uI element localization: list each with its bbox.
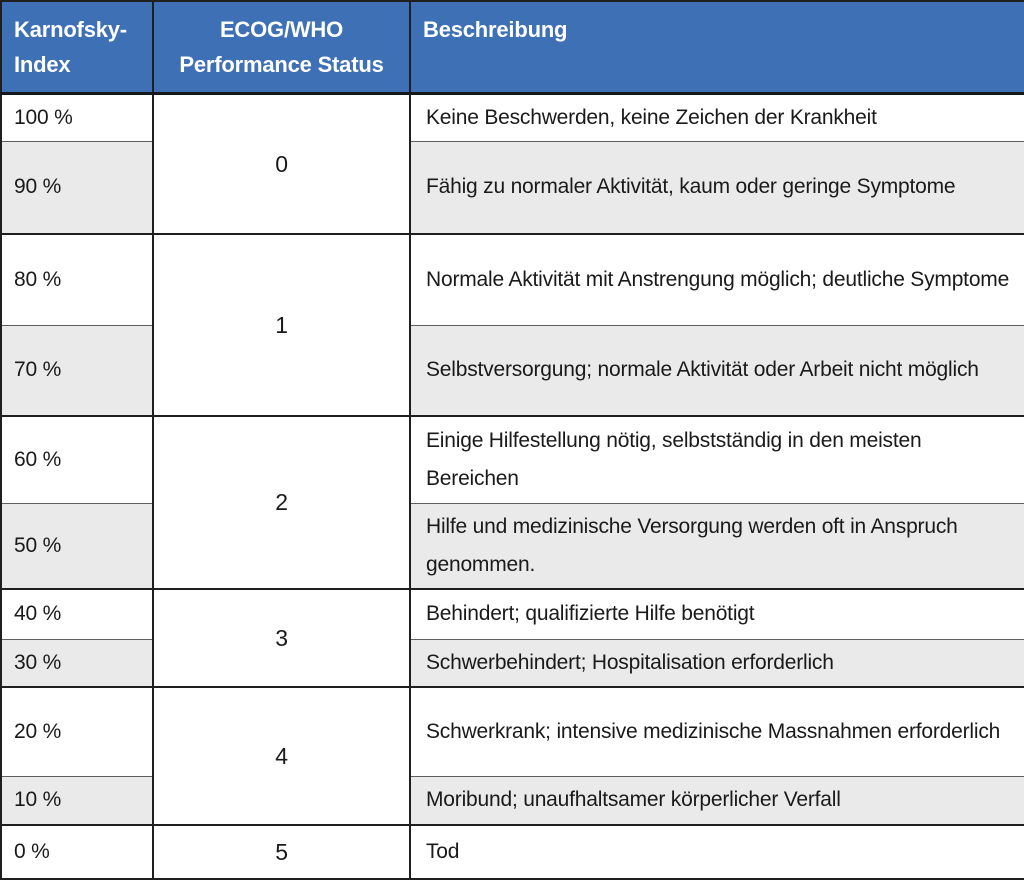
karnofsky-value: 0 % (1, 825, 153, 879)
ecog-value: 3 (153, 589, 410, 687)
description-value: Keine Beschwerden, keine Zeichen der Krankheit (410, 94, 1024, 142)
karnofsky-value: 40 % (1, 589, 153, 639)
table-row (1, 234, 1024, 326)
description-value: Moribund; unaufhaltsamer körperlicher Verfall (410, 777, 1024, 825)
table-header (1, 1, 1024, 94)
karnofsky-value: 90 % (1, 142, 153, 234)
description-value: Hilfe und medizinische Versorgung werden oft in Anspruch genommen. (410, 504, 1024, 590)
table-row (1, 589, 1024, 639)
header-row (1, 1, 1024, 94)
table-body (1, 94, 1024, 879)
ecog-value: 0 (153, 94, 410, 234)
description-value: Selbstversorgung; normale Aktivität oder Arbeit nicht möglich (410, 326, 1024, 416)
table-row (1, 416, 1024, 504)
karnofsky-value: 100 % (1, 94, 153, 142)
ecog-value: 2 (153, 416, 410, 590)
karnofsky-value: 30 % (1, 639, 153, 687)
karnofsky-value: 20 % (1, 687, 153, 777)
ecog-value: 4 (153, 687, 410, 825)
description-value: Schwerbehindert; Hospitalisation erforderlich (410, 639, 1024, 687)
table-row (1, 825, 1024, 879)
header-beschreibung: Beschreibung (410, 1, 1024, 94)
karnofsky-value: 50 % (1, 504, 153, 590)
header-ecog-who-performance-status: ECOG/WHO Performance Status (153, 1, 410, 94)
header-karnofsky-index: Karnofsky-Index (1, 1, 153, 94)
karnofsky-value: 70 % (1, 326, 153, 416)
description-value: Fähig zu normaler Aktivität, kaum oder geringe Symptome (410, 142, 1024, 234)
description-value: Einige Hilfestellung nötig, selbstständig in den meisten Bereichen (410, 416, 1024, 504)
description-value: Normale Aktivität mit Anstrengung möglich; deutliche Symptome (410, 234, 1024, 326)
ecog-value: 1 (153, 234, 410, 416)
description-value: Behindert; qualifizierte Hilfe benötigt (410, 589, 1024, 639)
karnofsky-value: 10 % (1, 777, 153, 825)
table-row (1, 94, 1024, 142)
karnofsky-value: 80 % (1, 234, 153, 326)
ecog-value: 5 (153, 825, 410, 879)
description-value: Schwerkrank; intensive medizinische Massnahmen erforderlich (410, 687, 1024, 777)
description-value: Tod (410, 825, 1024, 879)
karnofsky-value: 60 % (1, 416, 153, 504)
table-row (1, 687, 1024, 777)
